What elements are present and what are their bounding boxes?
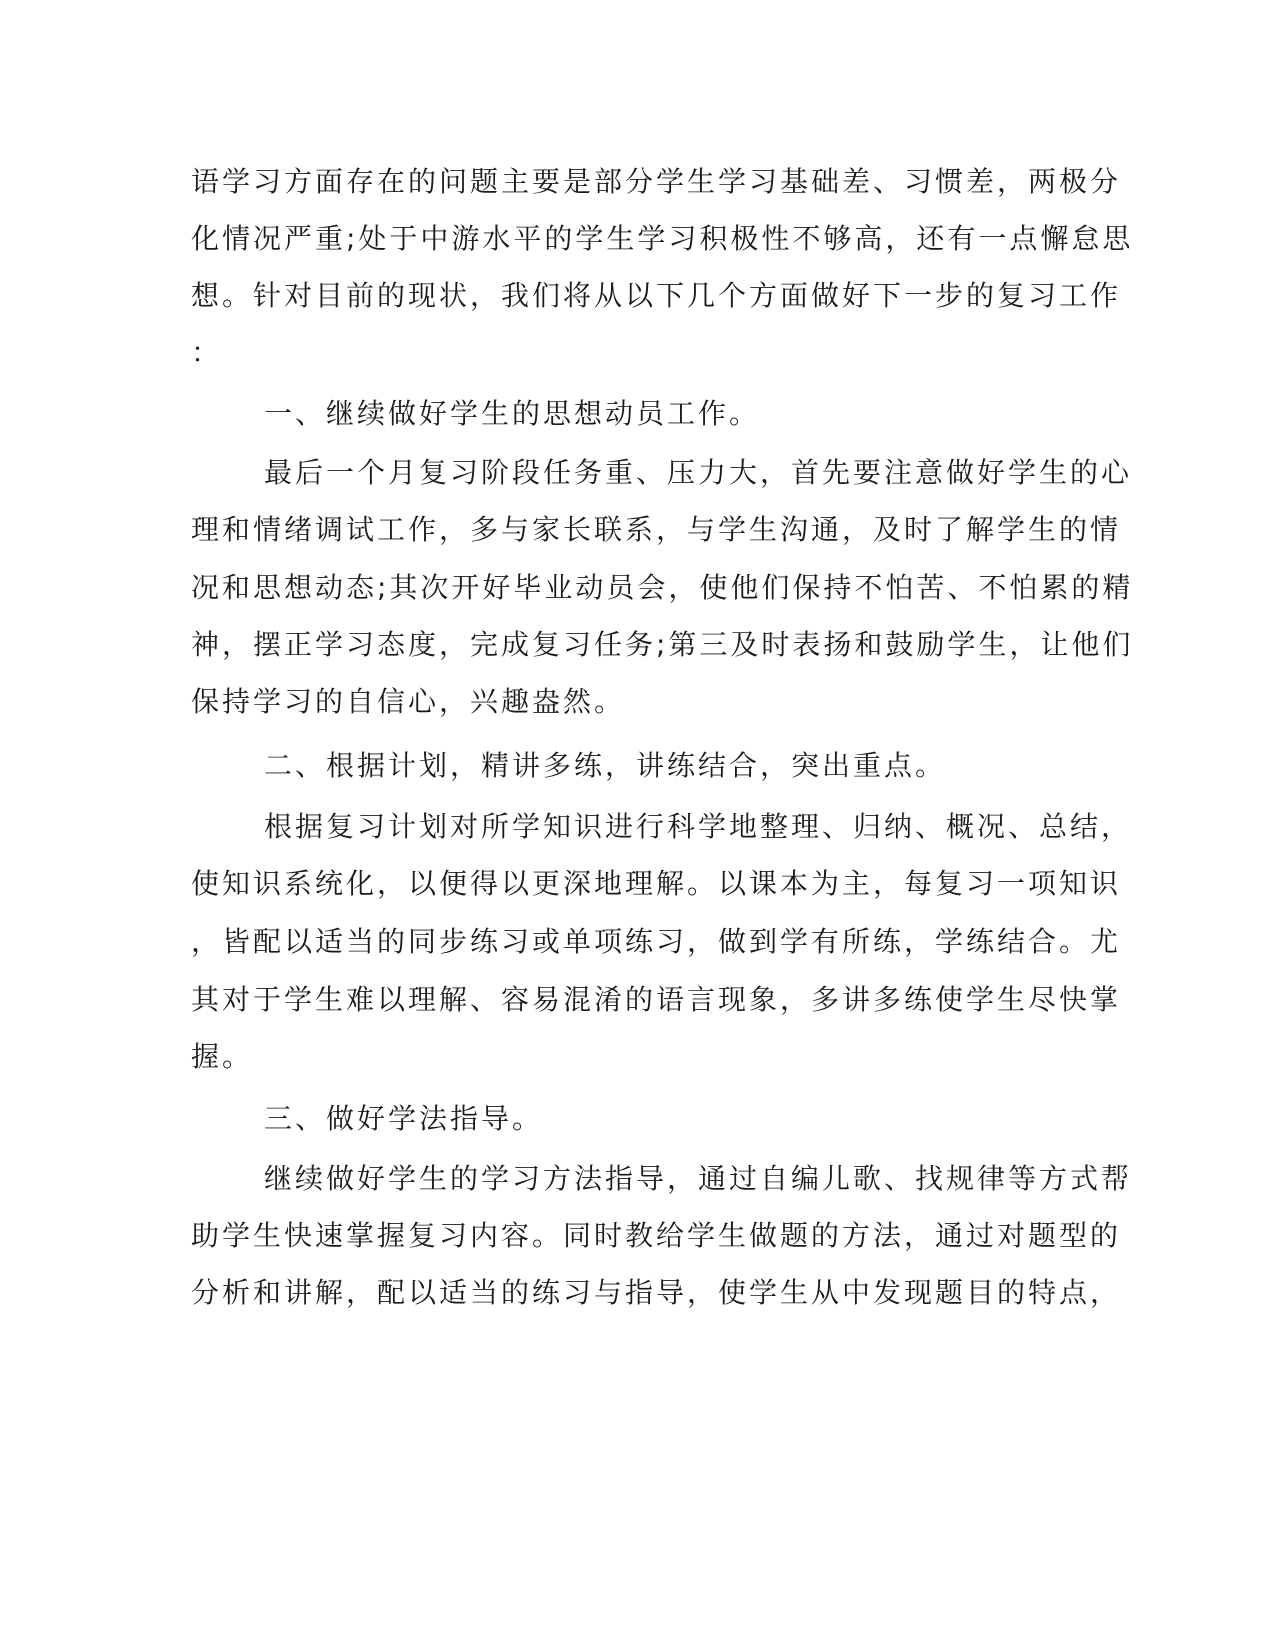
text-line: 分析和讲解，配以适当的练习与指导，使学生从中发现题目的特点，: [191, 1276, 1122, 1309]
text-line: 况和思想动态;其次开好毕业动员会，使他们保持不怕苦、不怕累的精: [191, 571, 1134, 604]
section-heading: 二、根据计划，精讲多练，讲练结合，突出重点。: [264, 749, 947, 782]
text-line: 其对于学生难以理解、容易混淆的语言现象，多讲多练使学生尽快掌: [191, 983, 1122, 1016]
text-line: 想。针对目前的现状，我们将从以下几个方面做好下一步的复习工作: [191, 279, 1122, 312]
text-line: 神，摆正学习态度，完成复习任务;第三及时表扬和鼓励学生，让他们: [191, 628, 1134, 661]
text-line: ，皆配以适当的同步练习或单项练习，做到学有所练，学练结合。尤: [191, 925, 1122, 958]
text-line: 最后一个月复习阶段任务重、压力大，首先要注意做好学生的心: [264, 456, 1133, 489]
text-line: 保持学习的自信心，兴趣盎然。: [191, 685, 626, 718]
text-line: 语学习方面存在的问题主要是部分学生学习基础差、习惯差，两极分: [191, 165, 1122, 198]
text-line: 理和情绪调试工作，多与家长联系，与学生沟通，及时了解学生的情: [191, 513, 1122, 546]
section-heading: 三、做好学法指导。: [264, 1102, 544, 1135]
text-line: 化情况严重;处于中游水平的学生学习积极性不够高，还有一点懈怠思: [191, 222, 1134, 255]
text-line: 继续做好学生的学习方法指导，通过自编儿歌、找规律等方式帮: [264, 1162, 1133, 1195]
text-line: ：: [191, 336, 223, 369]
text-line: 助学生快速掌握复习内容。同时教给学生做题的方法，通过对题型的: [191, 1219, 1122, 1252]
section-heading: 一、继续做好学生的思想动员工作。: [264, 397, 761, 430]
text-line: 根据复习计划对所学知识进行科学地整理、归纳、概况、总结，: [264, 810, 1133, 843]
text-line: 握。: [191, 1040, 254, 1073]
text-line: 使知识系统化，以便得以更深地理解。以课本为主，每复习一项知识: [191, 867, 1122, 900]
